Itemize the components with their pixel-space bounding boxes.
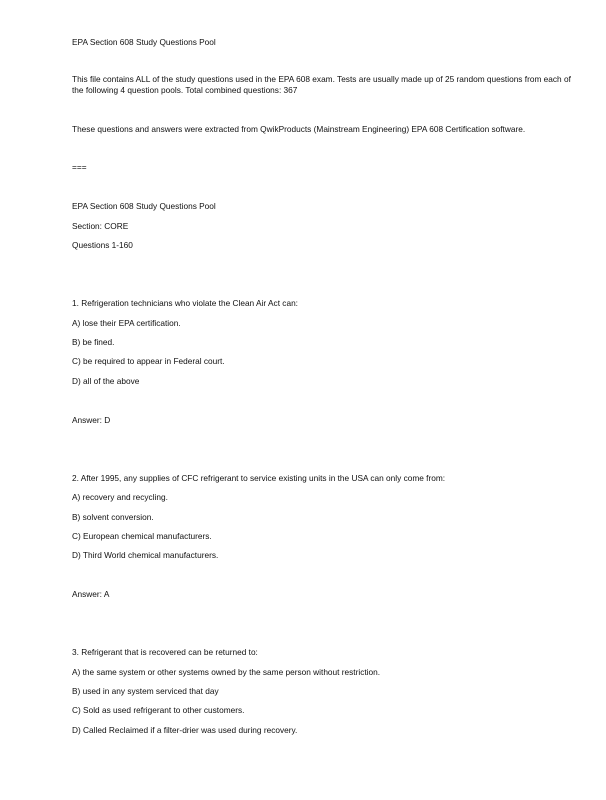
intro-paragraph: This file contains ALL of the study questions used in the EPA 608 exam. Tests are usually made up of 25 random questions from each of the following 4 question pools. Total combined questions: 367	[72, 74, 571, 95]
correct-answer: Answer: D	[72, 415, 111, 425]
answer-option: A) recovery and recycling.	[72, 492, 168, 502]
answer-option: C) be required to appear in Federal court.	[72, 356, 225, 366]
source-note: These questions and answers were extracted from QwikProducts (Mainstream Engineering) EPA 608 Certification software.	[72, 124, 526, 134]
question-text: 1. Refrigeration technicians who violate the Clean Air Act can:	[72, 298, 298, 308]
separator: ===	[72, 162, 87, 172]
questions-range: Questions 1-160	[72, 240, 133, 250]
question-text: 2. After 1995, any supplies of CFC refrigerant to service existing units in the USA can only come from:	[72, 473, 446, 483]
answer-option: D) Called Reclaimed if a filter-drier was used during recovery.	[72, 725, 298, 735]
pool-title: EPA Section 608 Study Questions Pool	[72, 201, 216, 211]
answer-option: B) used in any system serviced that day	[72, 686, 219, 696]
correct-answer: Answer: A	[72, 589, 110, 599]
document-title: EPA Section 608 Study Questions Pool	[72, 37, 216, 47]
answer-option: A) the same system or other systems owned by the same person without restriction.	[72, 667, 381, 677]
section-label: Section: CORE	[72, 221, 129, 231]
answer-option: D) Third World chemical manufacturers.	[72, 550, 219, 560]
answer-option: A) lose their EPA certification.	[72, 318, 181, 328]
answer-option: D) all of the above	[72, 376, 140, 386]
answer-option: B) be fined.	[72, 337, 115, 347]
answer-option: C) Sold as used refrigerant to other customers.	[72, 705, 245, 715]
question-text: 3. Refrigerant that is recovered can be returned to:	[72, 647, 258, 657]
answer-option: B) solvent conversion.	[72, 512, 154, 522]
answer-option: C) European chemical manufacturers.	[72, 531, 212, 541]
